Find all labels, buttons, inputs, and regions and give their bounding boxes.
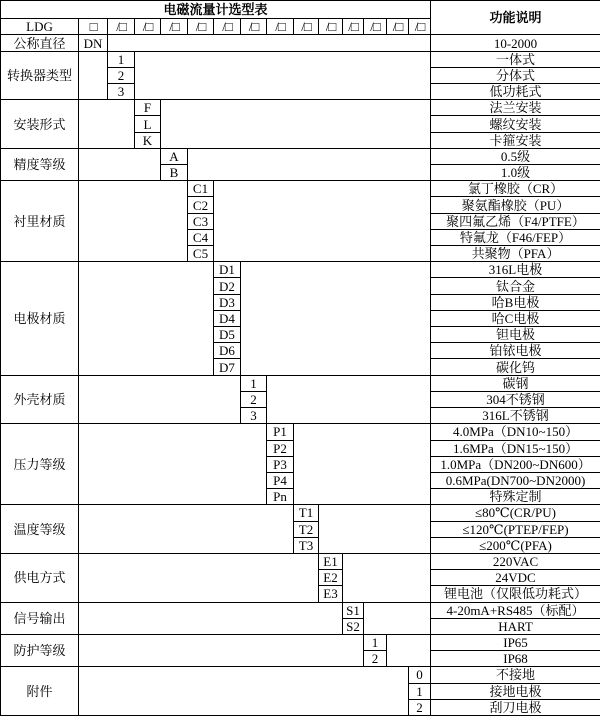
description-cell: ≤120℃(PTEP/FEP) [431,521,600,537]
model-box: /□ [409,19,431,35]
code-cell: T1 [294,505,319,521]
description-cell: 哈C电极 [431,310,600,326]
code-cell: 3 [241,408,267,424]
code-cell: C4 [188,229,214,245]
description-cell: 1.0级 [431,165,600,181]
empty-cell [267,375,431,424]
empty-cell [135,51,431,100]
code-cell: 2 [241,391,267,407]
category-label: 附件 [1,667,79,716]
code-cell: C3 [188,213,214,229]
category-row-signal [1,602,600,618]
code-cell: D2 [214,278,241,294]
empty-cell [79,375,241,424]
category-row-pressure [1,424,600,440]
model-box: /□ [214,19,241,35]
empty-cell [364,602,431,634]
description-cell: 哈B电极 [431,294,600,310]
description-cell: 低功耗式 [431,84,600,100]
code-cell: Pn [267,489,294,505]
empty-cell [108,35,431,51]
description-cell: 316L不锈钢 [431,408,600,424]
description-cell: 1.6MPa（DN15~150） [431,440,600,456]
category-row-housing [1,375,600,391]
empty-cell [79,667,409,716]
model-box: /□ [294,19,319,35]
description-cell: 聚四氟乙烯（F4/PTFE） [431,213,600,229]
code-cell: P1 [267,424,294,440]
description-cell: 220VAC [431,553,600,569]
model-box: □ [79,19,108,35]
code-cell: 1 [241,375,267,391]
code-cell: E3 [319,586,343,602]
code-cell: 1 [409,683,431,699]
category-label: 转换器类型 [1,51,79,100]
code-cell: T2 [294,521,319,537]
category-row-lining [1,181,600,197]
model-prefix: LDG [1,19,79,35]
category-label: 温度等级 [1,505,79,554]
category-row-temperature [1,505,600,521]
empty-cell [79,634,364,666]
empty-cell [79,602,343,634]
description-cell: 1.0MPa（DN200~DN600） [431,456,600,472]
description-cell: IP65 [431,634,600,650]
code-cell: D4 [214,310,241,326]
description-cell: 特殊定制 [431,489,600,505]
model-box: /□ [343,19,364,35]
function-column-header: 功能说明 [431,1,600,35]
description-cell: 刮刀电极 [431,699,600,715]
model-box: /□ [135,19,161,35]
empty-cell [79,505,294,554]
empty-cell [343,553,431,602]
code-cell: A [161,148,188,164]
description-cell: 聚氨酯橡胶（PU） [431,197,600,213]
description-cell: 螺纹安装 [431,116,600,132]
description-cell: 4.0MPa（DN10~150） [431,424,600,440]
code-cell: 2 [409,699,431,715]
code-cell: L [135,116,161,132]
description-cell: 碳化钨 [431,359,600,375]
description-cell: HART [431,618,600,634]
code-cell: 3 [108,84,135,100]
table-title: 电磁流量计选型表 [1,1,431,19]
description-cell: 卡箍安装 [431,132,600,148]
category-row-power [1,553,600,569]
category-row-converter [1,51,600,67]
description-cell: 不接地 [431,667,600,683]
category-label: 精度等级 [1,148,79,180]
description-cell: 0.6MPa(DN700~DN2000) [431,472,600,488]
empty-cell [79,181,188,262]
description-cell: 304不锈钢 [431,391,600,407]
empty-cell [79,100,135,149]
description-cell: 24VDC [431,570,600,586]
empty-cell [79,148,161,180]
empty-cell [387,634,431,666]
description-cell: ≤200℃(PFA) [431,537,600,553]
empty-cell [79,262,214,375]
category-row-accuracy [1,148,600,164]
code-cell: F [135,100,161,116]
description-cell: 钛合金 [431,278,600,294]
code-cell: 2 [108,67,135,83]
empty-cell [188,148,431,180]
category-row-electrode [1,262,600,278]
code-cell: P2 [267,440,294,456]
code-cell: DN [79,35,108,51]
code-cell: T3 [294,537,319,553]
model-box: /□ [108,19,135,35]
code-cell: D3 [214,294,241,310]
description-cell: 钽电极 [431,327,600,343]
code-cell: C1 [188,181,214,197]
code-cell: B [161,165,188,181]
description-cell: 碳钢 [431,375,600,391]
empty-cell [214,181,431,262]
empty-cell [294,424,431,505]
code-cell: C5 [188,246,214,262]
description-cell: 共聚物（PFA） [431,246,600,262]
category-label: 公称直径 [1,35,79,51]
code-cell: P4 [267,472,294,488]
code-cell: E1 [319,553,343,569]
description-cell: 一体式 [431,51,600,67]
code-cell: P3 [267,456,294,472]
model-box: /□ [267,19,294,35]
category-label: 安装形式 [1,100,79,149]
category-row-accessories [1,667,600,683]
category-row-installation [1,100,600,116]
empty-cell [79,424,267,505]
category-label: 电极材质 [1,262,79,375]
code-cell: 1 [108,51,135,67]
code-cell: S1 [343,602,364,618]
code-cell: C2 [188,197,214,213]
description-cell: 0.5级 [431,148,600,164]
category-label: 压力等级 [1,424,79,505]
category-row-protection [1,634,600,650]
description-cell: 4-20mA+RS485（标配） [431,602,600,618]
code-cell: S2 [343,618,364,634]
model-box: /□ [241,19,267,35]
model-box: /□ [161,19,188,35]
description-cell: 锂电池（仅限低功耗式） [431,586,600,602]
model-box: /□ [387,19,409,35]
empty-cell [241,262,431,375]
description-cell: IP68 [431,651,600,667]
empty-cell [79,51,108,100]
description-cell: ≤80℃(CR/PU) [431,505,600,521]
code-cell: D6 [214,343,241,359]
code-cell: D1 [214,262,241,278]
code-cell: D7 [214,359,241,375]
description-cell: 特氟龙（F46/FEP） [431,229,600,245]
code-cell: 2 [364,651,387,667]
empty-cell [161,100,431,149]
code-cell: K [135,132,161,148]
description-cell: 接地电极 [431,683,600,699]
code-cell: 1 [364,634,387,650]
category-label: 防护等级 [1,634,79,666]
empty-cell [319,505,431,554]
model-box: /□ [188,19,214,35]
code-cell: D5 [214,327,241,343]
category-label: 外壳材质 [1,375,79,424]
description-cell: 氯丁橡胶（CR） [431,181,600,197]
model-box: /□ [364,19,387,35]
description-cell: 法兰安装 [431,100,600,116]
category-label: 衬里材质 [1,181,79,262]
category-label: 信号输出 [1,602,79,634]
description-cell: 316L电极 [431,262,600,278]
description-cell: 铂铱电极 [431,343,600,359]
model-box: /□ [319,19,343,35]
code-cell: 0 [409,667,431,683]
code-cell: E2 [319,570,343,586]
description-cell: 10-2000 [431,35,600,51]
empty-cell [79,553,319,602]
category-label: 供电方式 [1,553,79,602]
description-cell: 分体式 [431,67,600,83]
category-row-diameter [1,35,600,51]
